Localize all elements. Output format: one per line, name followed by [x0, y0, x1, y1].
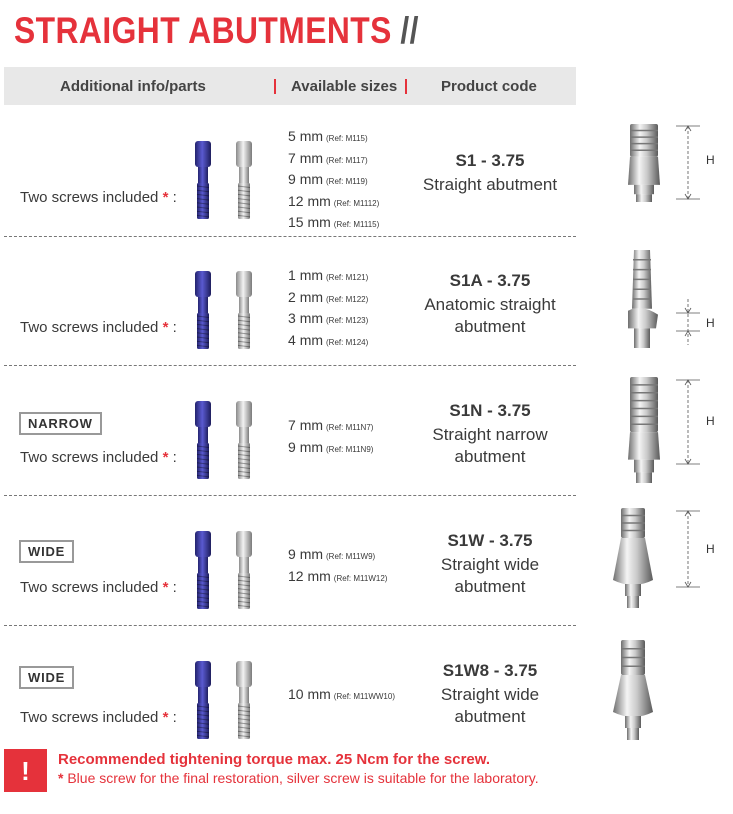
header-product-code: Product code	[441, 78, 537, 95]
page-title	[14, 10, 419, 52]
size-value: 3	[288, 310, 296, 326]
size-value: 7	[288, 149, 296, 166]
size-unit: mm	[307, 192, 331, 209]
size-ref: (Ref: M123)	[326, 316, 369, 325]
product-name: Straight narrow	[432, 425, 548, 444]
blue-screw-icon	[195, 531, 211, 611]
size-badge: NARROW	[19, 412, 102, 435]
size-value: 7	[288, 417, 296, 433]
size-item	[288, 685, 395, 707]
asterisk: *	[162, 319, 169, 336]
blue-screw-icon	[195, 661, 211, 741]
abutment-image	[624, 124, 664, 207]
row-divider	[4, 236, 576, 237]
warning-icon-glyph: !	[21, 756, 30, 786]
warning-icon	[4, 749, 47, 792]
abutment-image	[624, 377, 664, 488]
screw-note	[58, 770, 539, 786]
size-ref: (Ref: M11W12)	[333, 573, 388, 583]
size-badge: WIDE	[19, 540, 74, 563]
size-ref: (Ref: M11WW10)	[333, 692, 395, 701]
colon: :	[172, 579, 177, 596]
colon: :	[172, 709, 177, 726]
header-additional: Additional info/parts	[60, 78, 206, 95]
product-code: S1N - 3.75	[449, 401, 531, 420]
blue-screw-icon	[195, 401, 211, 481]
size-item	[288, 192, 379, 214]
size-value: 12	[288, 567, 304, 584]
size-value: 4	[288, 331, 296, 348]
footnote-asterisk: *	[58, 770, 64, 786]
size-item	[288, 170, 379, 192]
product-info	[405, 531, 575, 598]
height-label: H	[706, 153, 715, 167]
size-unit: mm	[299, 331, 324, 348]
height-dimension-icon	[674, 299, 702, 345]
size-item	[288, 213, 379, 235]
size-ref: (Ref: M1115)	[333, 220, 380, 229]
size-value: 9	[288, 171, 296, 187]
size-item	[288, 331, 368, 353]
size-ref: (Ref: M11N7)	[326, 423, 374, 432]
size-unit: mm	[299, 438, 324, 455]
height-label: H	[706, 316, 715, 330]
torque-note: Recommended tightening torque max. 25 Ncm for the screw.	[58, 751, 491, 768]
product-code: S1A - 3.75	[449, 271, 531, 290]
row-divider	[4, 495, 576, 496]
size-ref: (Ref: M11N9)	[326, 444, 374, 454]
product-code: S1W8 - 3.75	[442, 661, 538, 680]
size-ref: (Ref: M117)	[326, 155, 368, 165]
size-item	[288, 416, 373, 438]
product-info	[405, 151, 575, 196]
height-dimension-icon	[674, 497, 702, 601]
size-value: 1	[288, 267, 296, 283]
size-ref: (Ref: M124)	[326, 337, 369, 347]
product-name: Straight abutment	[422, 175, 558, 194]
screws-included-text	[20, 579, 177, 596]
size-value: 2	[288, 288, 296, 305]
size-unit: mm	[299, 128, 324, 144]
header-sizes: Available sizes	[291, 78, 398, 95]
height-dimension-icon	[674, 112, 702, 213]
product-name: Straight wide	[440, 555, 540, 574]
size-item	[288, 545, 387, 567]
size-list	[288, 416, 373, 459]
height-label: H	[706, 542, 715, 556]
screws-text: Two screws included	[20, 189, 159, 206]
product-code: S1 - 3.75	[455, 151, 525, 170]
abutment-image	[613, 508, 653, 613]
screws-included-text	[20, 319, 177, 336]
abutment-image	[622, 250, 662, 353]
row-divider	[4, 365, 576, 366]
size-unit: mm	[299, 171, 324, 187]
screws-text: Two screws included	[20, 579, 159, 596]
silver-screw-icon	[236, 661, 252, 741]
size-unit: mm	[299, 310, 324, 326]
size-item	[288, 127, 379, 149]
size-value: 12	[288, 192, 304, 209]
product-name: Anatomic straight	[424, 295, 556, 314]
size-item	[288, 309, 368, 331]
size-item	[288, 149, 379, 171]
size-item	[288, 438, 373, 460]
product-name: abutment	[454, 707, 526, 726]
size-list	[288, 266, 368, 352]
asterisk: *	[162, 189, 169, 206]
size-ref: (Ref: M115)	[326, 134, 368, 143]
product-name: Straight wide	[440, 685, 540, 704]
size-unit: mm	[307, 567, 331, 584]
header-separator	[274, 79, 276, 94]
size-ref: (Ref: M119)	[326, 177, 368, 186]
product-info	[405, 271, 575, 338]
size-unit: mm	[299, 417, 324, 433]
row-divider	[4, 625, 576, 626]
size-list	[288, 685, 395, 707]
screw-note-text: Blue screw for the final restoration, silver screw is suitable for the laboratory.	[67, 770, 539, 786]
height-dimension-icon	[674, 366, 702, 478]
size-value: 10	[288, 686, 304, 702]
table-header	[4, 67, 576, 105]
size-ref: (Ref: M122)	[326, 294, 369, 304]
size-value: 5	[288, 128, 296, 144]
size-ref: (Ref: M1112)	[333, 198, 380, 208]
size-unit: mm	[299, 267, 324, 283]
size-unit: mm	[299, 149, 324, 166]
blue-screw-icon	[195, 141, 211, 221]
size-value: 15	[288, 214, 304, 230]
size-item	[288, 567, 387, 589]
size-ref: (Ref: M11W9)	[326, 552, 376, 561]
size-badge: WIDE	[19, 666, 74, 689]
silver-screw-icon	[236, 401, 252, 481]
silver-screw-icon	[236, 141, 252, 221]
size-value: 9	[288, 438, 296, 455]
product-name: abutment	[454, 317, 526, 336]
blue-screw-icon	[195, 271, 211, 351]
asterisk: *	[162, 579, 169, 596]
size-unit: mm	[307, 214, 331, 230]
abutment-image	[613, 640, 653, 745]
size-unit: mm	[299, 546, 324, 562]
screws-text: Two screws included	[20, 709, 159, 726]
asterisk: *	[162, 449, 169, 466]
size-unit: mm	[299, 288, 324, 305]
screws-included-text	[20, 449, 177, 466]
colon: :	[172, 319, 177, 336]
product-name: abutment	[454, 577, 526, 596]
screws-included-text	[20, 189, 177, 206]
screws-text: Two screws included	[20, 449, 159, 466]
title-decoration: //	[400, 10, 419, 51]
size-value: 9	[288, 546, 296, 562]
screws-included-text	[20, 709, 177, 726]
size-item	[288, 266, 368, 288]
page-title-text: STRAIGHT ABUTMENTS	[14, 10, 392, 51]
size-list	[288, 545, 387, 588]
size-unit: mm	[307, 686, 331, 702]
size-ref: (Ref: M121)	[326, 273, 369, 282]
silver-screw-icon	[236, 271, 252, 351]
size-item	[288, 288, 368, 310]
height-label: H	[706, 414, 715, 428]
header-separator	[405, 79, 407, 94]
asterisk: *	[162, 709, 169, 726]
size-list	[288, 127, 379, 235]
product-info	[405, 401, 575, 468]
silver-screw-icon	[236, 531, 252, 611]
product-code: S1W - 3.75	[447, 531, 533, 550]
colon: :	[172, 449, 177, 466]
colon: :	[172, 189, 177, 206]
product-name: abutment	[454, 447, 526, 466]
product-info	[405, 661, 575, 728]
screws-text: Two screws included	[20, 319, 159, 336]
